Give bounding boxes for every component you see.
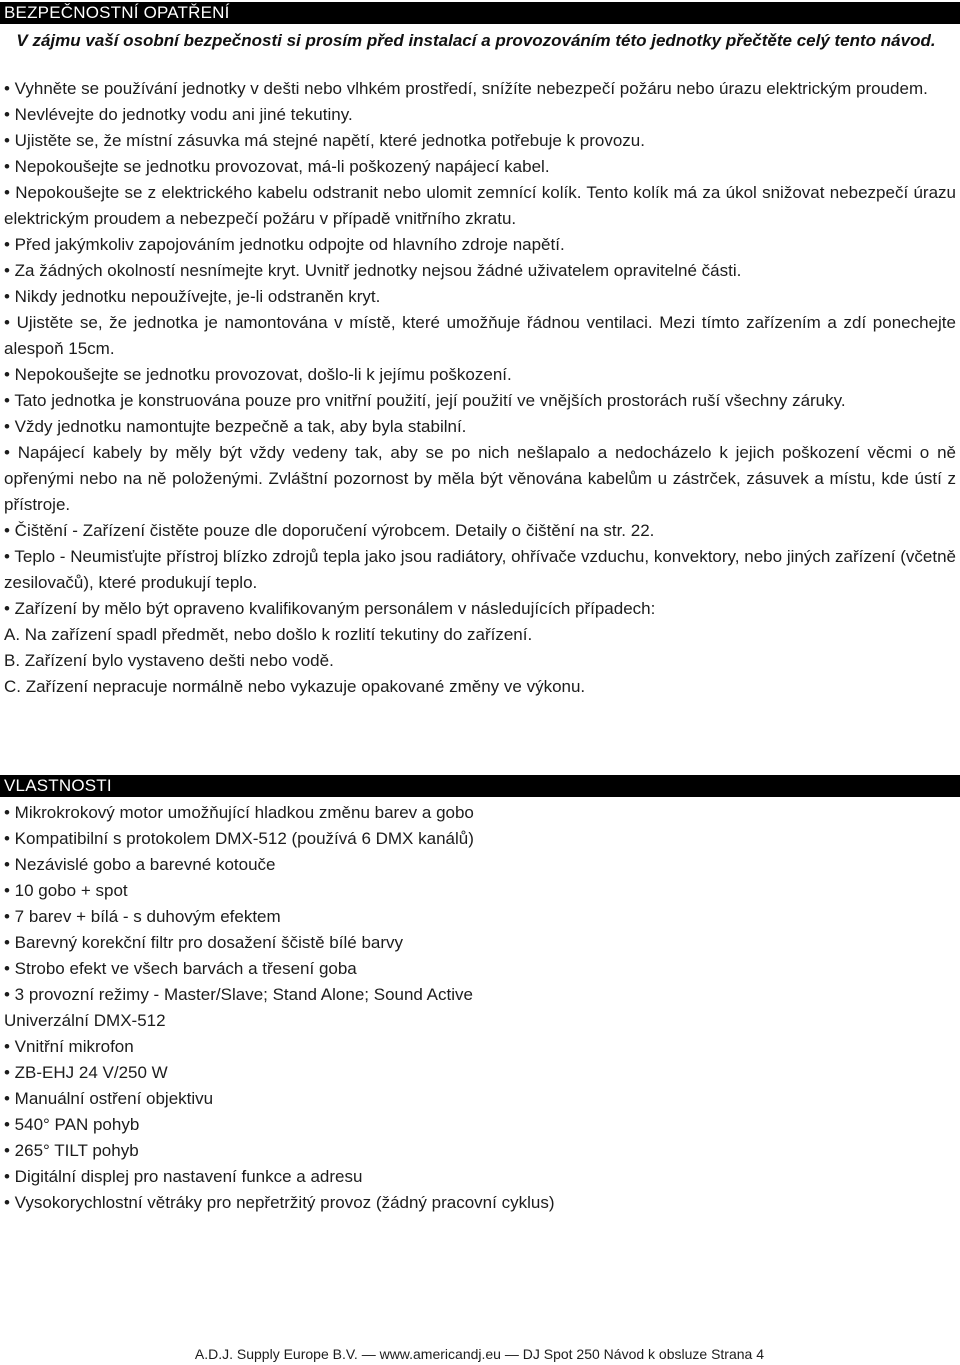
list-item: • Nezávislé gobo a barevné kotouče [4, 855, 276, 874]
list-item: • Ujistěte se, že jednotka je namontována v místě, které umožňuje řádnou ventilaci. Mezi tímto zařízením a zdí ponechejte alespoň 15cm. [4, 313, 956, 358]
list-item: • Kompatibilní s protokolem DMX-512 (používá 6 DMX kanálů) [4, 829, 474, 848]
list-item: • Nepokoušejte se jednotku provozovat, došlo-li k jejímu poškození. [4, 365, 512, 384]
list-item: • 10 gobo + spot [4, 881, 128, 900]
list-item: • Tato jednotka je konstruována pouze pro vnitřní použití, její použití ve vnějších prostorách ruší všechny záruky. [4, 391, 846, 410]
list-item: • Ujistěte se, že místní zásuvka má stejné napětí, které jednotka potřebuje k provozu. [4, 131, 645, 150]
list-item: • Vyhněte se používání jednotky v dešti nebo vlhkém prostředí, snížíte nebezpečí požáru nebo úrazu elektrickým proudem. [4, 79, 928, 98]
safety-heading: BEZPEČNOSTNÍ OPATŘENÍ [0, 2, 960, 24]
list-item: • Barevný korekční filtr pro dosažení ščistě bílé barvy [4, 933, 404, 952]
list-item: • Vnitřní mikrofon [4, 1037, 134, 1056]
features-list [4, 800, 956, 1216]
list-item: • Napájecí kabely by měly být vždy vedeny tak, aby se po nich nešlapalo a nedocházelo k jejich poškození věcmi o ně opřenými nebo na ně položenými. Zvláštní pozornost by měla být věnována kabelům u zástrček, zásuvek a místu, kde ústí z přístroje. [4, 443, 956, 514]
list-item: • Nepokoušejte se z elektrického kabelu odstranit nebo ulomit zemnící kolík. Tento kolík má za úkol snižovat nebezpečí úrazu elektrickým proudem a nebezpečí požáru v případě vnitřního zkratu. [4, 183, 956, 228]
list-item: • Manuální ostření objektivu [4, 1089, 214, 1108]
safety-intro: V zájmu vaší osobní bezpečnosti si prosím před instalací a provozováním této jednotky přečtěte celý tento návod. [16, 31, 936, 50]
list-item: • 265° TILT pohyb [4, 1141, 139, 1160]
list-item: • Před jakýmkoliv zapojováním jednotku odpojte od hlavního zdroje napětí. [4, 235, 565, 254]
page-footer: A.D.J. Supply Europe B.V. — www.americandj.eu — DJ Spot 250 Návod k obsluze Strana 4 [194, 1346, 764, 1362]
list-item: • ZB-EHJ 24 V/250 W [4, 1063, 168, 1082]
list-item: Univerzální DMX-512 [4, 1011, 166, 1030]
list-item: C. Zařízení nepracuje normálně nebo vykazuje opakované změny ve výkonu. [4, 677, 586, 696]
list-item: • Mikrokrokový motor umožňující hladkou změnu barev a gobo [4, 803, 474, 822]
list-item: • Vysokorychlostní větráky pro nepřetržitý provoz (žádný pracovní cyklus) [4, 1193, 555, 1212]
list-item: • Čištění - Zařízení čistěte pouze dle doporučení výrobcem. Detaily o čištění na str. 22. [4, 521, 655, 540]
list-item: • Nevlévejte do jednotky vodu ani jiné tekutiny. [4, 105, 353, 124]
list-item: • 3 provozní režimy - Master/Slave; Stand Alone; Sound Active [4, 985, 473, 1004]
list-item: • Digitální displej pro nastavení funkce a adresu [4, 1167, 363, 1186]
list-item: • Vždy jednotku namontujte bezpečně a tak, aby byla stabilní. [4, 417, 467, 436]
list-item: • Nepokoušejte se jednotku provozovat, má-li poškozený napájecí kabel. [4, 157, 550, 176]
safety-list [4, 76, 956, 700]
features-heading: VLASTNOSTI [0, 775, 960, 797]
list-item: • 7 barev + bílá - s duhovým efektem [4, 907, 281, 926]
list-item: • Zařízení by mělo být opraveno kvalifikovaným personálem v následujících případech: [4, 599, 656, 618]
list-item: • Teplo - Neumisťujte přístroj blízko zdrojů tepla jako jsou radiátory, ohřívače vzduchu, konvektory, nebo jiných zařízení (včetně zesilovačů), které produkují teplo. [4, 547, 956, 592]
list-item: • Nikdy jednotku nepoužívejte, je-li odstraněn kryt. [4, 287, 381, 306]
list-item: • Strobo efekt ve všech barvách a třesení goba [4, 959, 357, 978]
list-item: B. Zařízení bylo vystaveno dešti nebo vodě. [4, 651, 334, 670]
list-item: A. Na zařízení spadl předmět, nebo došlo k rozlití tekutiny do zařízení. [4, 625, 533, 644]
list-item: • Za žádných okolností nesnímejte kryt. Uvnitř jednotky nejsou žádné uživatelem opravitelné části. [4, 261, 742, 280]
list-item: • 540° PAN pohyb [4, 1115, 140, 1134]
